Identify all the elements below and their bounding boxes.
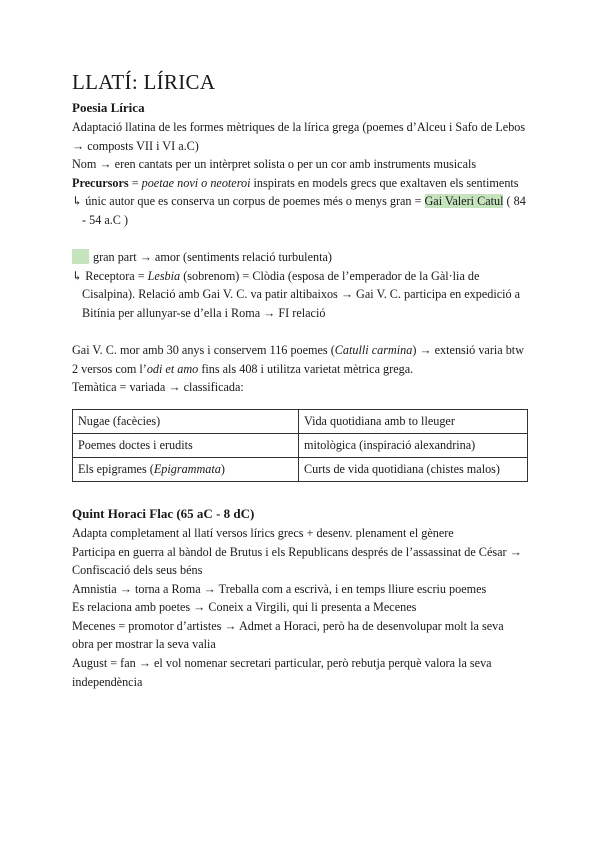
lesbia-term: Lesbia — [147, 268, 181, 283]
odi-et-amo-term: odi et amo — [146, 361, 199, 376]
table-cell: Poemes doctes i erudits — [73, 433, 299, 457]
horaci-line: Mecenes = promotor d’artistes → Admet a Horaci, però ha de desenvolupar molt la seva obra per mostrar la seva valia — [72, 618, 504, 652]
page-title: LLATÍ: LÍRICA — [72, 70, 216, 94]
catulli-carmina-term: Catulli carmina — [334, 343, 413, 358]
table-row — [73, 433, 528, 457]
paragraph-nom: Nom → eren cantats per un intèrpret solista o per un cor amb instruments musicals — [72, 157, 477, 172]
highlight-swatch — [72, 249, 89, 264]
table-cell: Vida quotidiana amb to lleuger — [299, 409, 528, 433]
classification-table — [72, 409, 528, 482]
section-heading-poesia-lirica: Poesia Lírica — [72, 100, 145, 115]
horaci-line: Participa en guerra al bàndol de Brutus i els Republicans després de l’assassinat de César → Confiscació dels seus béns — [72, 544, 522, 578]
neoteroi-term: poetae novi o neoteroi — [141, 175, 251, 190]
paragraph-adaptacio: Adaptació llatina de les formes mètriques de la lírica grega (poemes d’Alceu i Safo de Lebos → composts VII i VI a.C) — [72, 120, 526, 153]
table-row — [73, 457, 528, 481]
precursors-label: Precursors — [72, 175, 129, 190]
paragraph-gran-part: gran part → amor (sentiments relació turbulenta) — [72, 248, 528, 267]
table-cell: Els epigrames (Epigrammata) — [73, 457, 299, 481]
document-page — [72, 70, 528, 691]
horaci-line: Amnistia → torna a Roma → Treballa com a escrivà, i en temps lliure escriu poemes — [72, 581, 487, 596]
horaci-line: Adapta completament al llatí versos lírics grecs + desenv. plenament el gènere — [72, 525, 454, 540]
horaci-line: Es relaciona amb poetes → Coneix a Virgili, qui li presenta a Mecenes — [72, 600, 417, 615]
table-cell: Nugae (facècies) — [73, 409, 299, 433]
paragraph-unic-autor: ↳ únic autor que es conserva un corpus de poemes més o menys gran = Gai Valeri Catul ( 84 - 54 a.C ) — [72, 194, 526, 227]
table-row — [73, 409, 528, 433]
table-cell: Curts de vida quotidiana (chistes malos) — [299, 457, 528, 481]
paragraph-gai-mor: Gai V. C. mor amb 30 anys i conservem 116 poemes (Catulli carmina) → extensió varia btw 2 versos com l’odi et amo fins als 408 i utilitza varietat mètrica grega. — [72, 343, 524, 376]
horaci-line: August = fan → el vol nomenar secretari particular, però rebutja perquè valora la seva independència — [72, 656, 492, 689]
section-heading-horaci: Quint Horaci Flac (65 aC - 8 dC) — [72, 505, 255, 521]
table-cell: mitològica (inspiració alexandrina) — [299, 433, 528, 457]
paragraph-tematica: Temàtica = variada → classificada: — [72, 380, 244, 395]
highlight-catul: Gai Valeri Catul — [424, 194, 504, 209]
paragraph-receptora: ↳ Receptora = Lesbia (sobrenom) = Clòdia (esposa de l’emperador de la Gàl·lia de Cisalpina). Relació amb Gai V. C. va patir altibaixos → Gai V. C. participa en expedició a Bitínia per allunyar-se d’ella i Roma → FI relació — [72, 268, 521, 320]
paragraph-precursors: Precursors = poetae novi o neoteroi inspirats en models grecs que exaltaven els sentiments — [72, 175, 519, 190]
